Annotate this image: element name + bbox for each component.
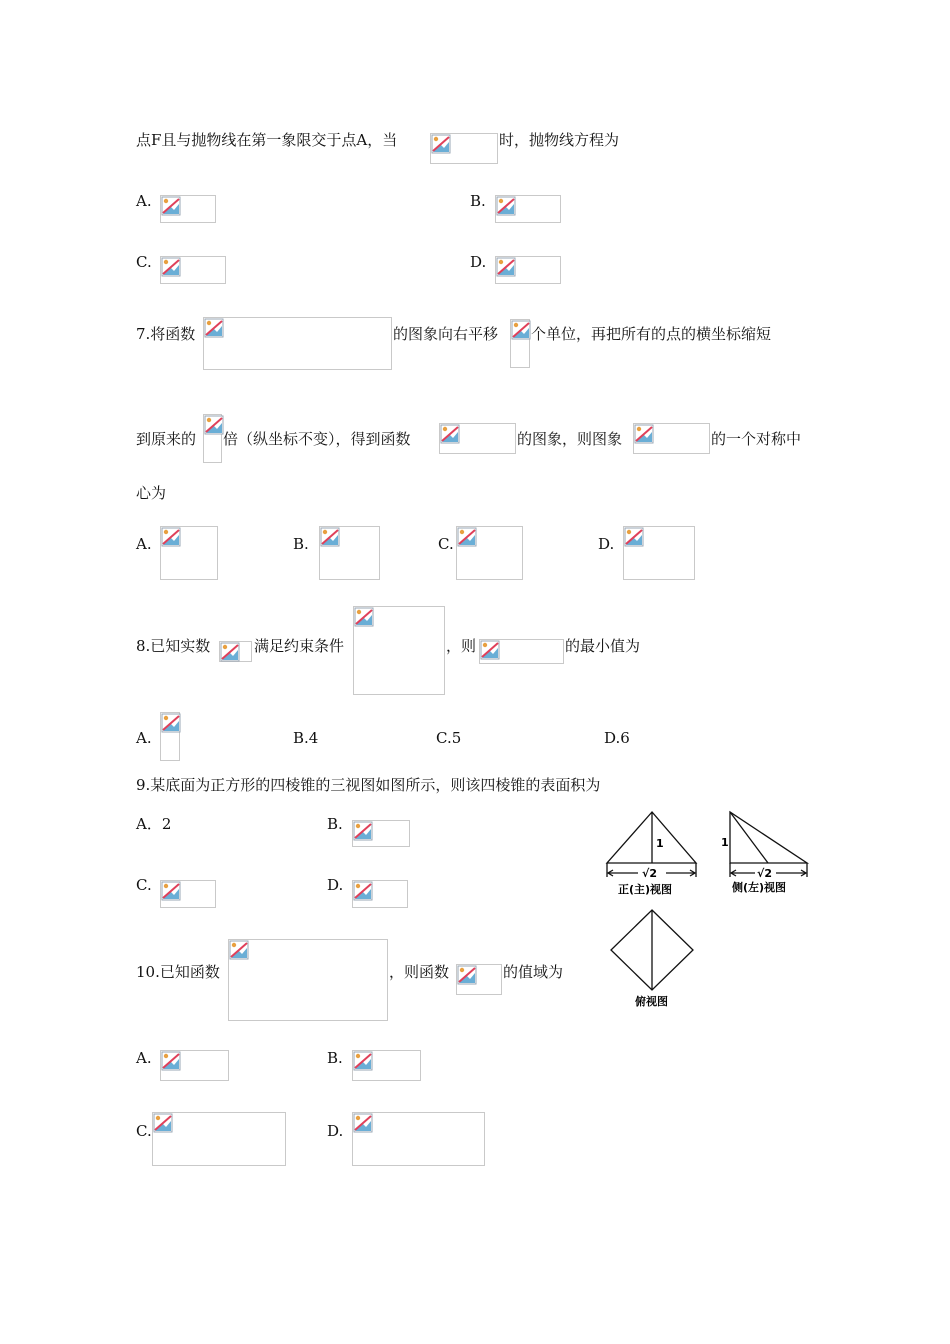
q8-objective-image [479, 639, 564, 664]
broken-image-icon [496, 196, 516, 216]
broken-image-icon [624, 527, 644, 547]
q10-stem-text-a: 10.已知函数 [136, 963, 220, 981]
q8-stem-text-c: ，则 [446, 637, 477, 655]
broken-image-icon [496, 257, 516, 277]
broken-image-icon [440, 424, 460, 444]
broken-image-icon [161, 257, 181, 277]
broken-image-icon [161, 527, 181, 547]
q10-option-b-image [352, 1050, 421, 1081]
broken-image-icon [320, 527, 340, 547]
q7-stem-text-d: 到原来的 [136, 430, 197, 448]
q8-stem-text-b: 满足约束条件 [254, 637, 345, 655]
side-view-label: 侧(左)视图 [732, 881, 787, 894]
q9-option-a: A．2 [136, 815, 172, 833]
broken-image-icon [220, 642, 240, 662]
broken-image-icon [353, 1051, 373, 1071]
broken-image-icon [353, 881, 373, 901]
q9-three-view-figure [600, 805, 815, 1010]
q7-stem-text-b: 的图象向右平移 [393, 325, 499, 343]
q10-option-a-label: A. [136, 1049, 152, 1067]
q10-option-c-image [152, 1112, 286, 1166]
q6-option-d-image [495, 256, 561, 284]
q7-scale-image [203, 414, 222, 463]
broken-image-icon [229, 940, 249, 960]
q7-stem-text-g: 的一个对称中 [711, 430, 802, 448]
q8-option-a-image [160, 712, 180, 761]
broken-image-icon [634, 424, 654, 444]
broken-image-icon [353, 1113, 373, 1133]
broken-image-icon [161, 1051, 181, 1071]
broken-image-icon [204, 415, 224, 435]
q10-option-b-label: B. [327, 1049, 343, 1067]
q9-option-b-label: B. [327, 815, 343, 833]
broken-image-icon [353, 821, 373, 841]
q9-option-d-image [352, 880, 408, 908]
q6-option-a-image [160, 195, 216, 223]
q8-stem-text-d: 的最小值为 [565, 637, 641, 655]
broken-image-icon [161, 713, 181, 733]
q8-option-b: B.4 [293, 729, 319, 747]
q10-option-d-label: D. [327, 1122, 344, 1140]
q10-composite-image [456, 964, 502, 995]
q7-stem-text-a: 7.将函数 [136, 325, 196, 343]
q7-option-c-image [456, 526, 523, 580]
front-view-label: 正(主)视图 [618, 883, 673, 896]
top-view [611, 910, 693, 990]
q8-variables-image [219, 641, 252, 662]
q8-constraints-image [353, 606, 445, 695]
q6-stem-text-a: 点F且与抛物线在第一象限交于点A，当 [136, 131, 398, 149]
q6-option-b-label: B. [470, 192, 486, 210]
broken-image-icon [354, 607, 374, 627]
q6-option-a-label: A. [136, 192, 152, 210]
q7-option-b-image [319, 526, 380, 580]
broken-image-icon [204, 318, 224, 338]
q8-option-d: D.6 [604, 729, 630, 747]
q8-option-a-label: A. [136, 729, 152, 747]
q7-option-d-image [623, 526, 695, 580]
q6-option-b-image [495, 195, 561, 223]
q7-result-function-image [439, 423, 516, 454]
q10-option-d-image [352, 1112, 485, 1166]
side-base-label: √2 [757, 867, 772, 880]
q7-function-image [203, 317, 392, 370]
side-height-label: 1 [721, 836, 729, 849]
q6-condition-image [430, 133, 498, 164]
q8-option-c: C.5 [436, 729, 462, 747]
q9-option-c-image [160, 880, 216, 908]
q9-stem-text: 9.某底面为正方形的四棱锥的三视图如图所示，则该四棱锥的表面积为 [136, 776, 601, 794]
broken-image-icon [511, 320, 531, 340]
broken-image-icon [153, 1113, 173, 1133]
q6-stem-text-b: 时，抛物线方程为 [499, 131, 620, 149]
q7-graph-image [633, 423, 710, 454]
q6-option-d-label: D. [470, 253, 487, 271]
q7-stem-text-c: 个单位，再把所有的点的横坐标缩短 [531, 325, 772, 343]
broken-image-icon [431, 134, 451, 154]
q7-option-d-label: D. [598, 535, 615, 553]
q10-stem-text-b: ，则函数 [389, 963, 450, 981]
broken-image-icon [480, 640, 500, 660]
q7-stem-text-e: 倍（纵坐标不变），得到函数 [223, 430, 411, 448]
q7-option-a-label: A. [136, 535, 152, 553]
q9-option-c-label: C. [136, 876, 152, 894]
q9-option-d-label: D. [327, 876, 344, 894]
q10-function-image [228, 939, 388, 1021]
broken-image-icon [457, 965, 477, 985]
q8-stem-text-a: 8.已知实数 [136, 637, 211, 655]
q7-option-a-image [160, 526, 218, 580]
front-height-label: 1 [656, 837, 664, 850]
q7-option-c-label: C. [438, 535, 454, 553]
q6-option-c-label: C. [136, 253, 152, 271]
front-base-label: √2 [642, 867, 657, 880]
q7-stem-text-f: 的图象，则图象 [517, 430, 623, 448]
q10-stem-text-c: 的值域为 [503, 963, 564, 981]
broken-image-icon [457, 527, 477, 547]
q10-option-a-image [160, 1050, 229, 1081]
q10-option-c-label: C. [136, 1122, 152, 1140]
q7-shift-image [510, 319, 530, 368]
broken-image-icon [161, 196, 181, 216]
q7-stem-text-h: 心为 [136, 484, 167, 502]
broken-image-icon [161, 881, 181, 901]
q6-option-c-image [160, 256, 226, 284]
q7-option-b-label: B. [293, 535, 309, 553]
top-view-label: 俯视图 [635, 995, 668, 1008]
q9-option-b-image [352, 820, 410, 847]
